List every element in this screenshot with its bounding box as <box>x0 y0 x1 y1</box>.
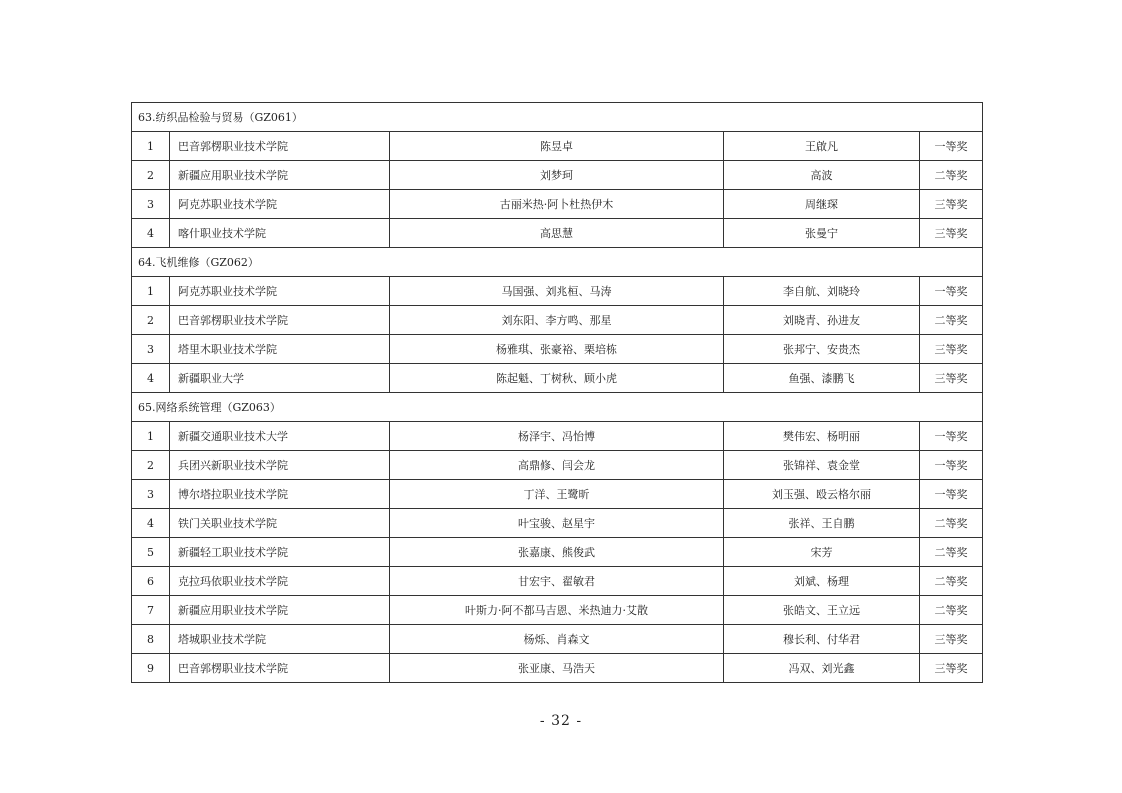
row-number: 1 <box>132 422 170 451</box>
student-names: 张嘉康、熊俊武 <box>390 538 724 567</box>
awards-table <box>131 102 983 683</box>
student-names: 杨雅琪、张豪裕、栗培栋 <box>390 335 724 364</box>
school-name: 塔里木职业技术学院 <box>170 335 390 364</box>
row-number: 2 <box>132 451 170 480</box>
section-header-row <box>132 393 983 422</box>
award-level: 一等奖 <box>920 132 983 161</box>
student-names: 叶宝骏、赵星宇 <box>390 509 724 538</box>
row-number: 5 <box>132 538 170 567</box>
table-row <box>132 306 983 335</box>
table-row <box>132 335 983 364</box>
award-level: 二等奖 <box>920 509 983 538</box>
table-row <box>132 567 983 596</box>
award-level: 二等奖 <box>920 596 983 625</box>
table-row <box>132 451 983 480</box>
award-level: 三等奖 <box>920 364 983 393</box>
school-name: 新疆职业大学 <box>170 364 390 393</box>
row-number: 3 <box>132 190 170 219</box>
school-name: 博尔塔拉职业技术学院 <box>170 480 390 509</box>
school-name: 新疆轻工职业技术学院 <box>170 538 390 567</box>
table-row <box>132 277 983 306</box>
award-level: 一等奖 <box>920 277 983 306</box>
table-row <box>132 190 983 219</box>
table-row <box>132 161 983 190</box>
row-number: 3 <box>132 335 170 364</box>
school-name: 巴音郭楞职业技术学院 <box>170 654 390 683</box>
student-names: 高思慧 <box>390 219 724 248</box>
teacher-names: 鱼强、漆鹏飞 <box>724 364 920 393</box>
page-number: - 32 - <box>539 713 583 729</box>
teacher-names: 宋芳 <box>724 538 920 567</box>
student-names: 杨泽宇、冯怡博 <box>390 422 724 451</box>
row-number: 9 <box>132 654 170 683</box>
award-level: 一等奖 <box>920 422 983 451</box>
table-row <box>132 596 983 625</box>
teacher-names: 刘玉强、殴云格尔丽 <box>724 480 920 509</box>
teacher-names: 张祥、王自鹏 <box>724 509 920 538</box>
teacher-names: 樊伟宏、杨明丽 <box>724 422 920 451</box>
row-number: 4 <box>132 509 170 538</box>
award-level: 二等奖 <box>920 567 983 596</box>
teacher-names: 冯双、刘光鑫 <box>724 654 920 683</box>
section-header-row <box>132 103 983 132</box>
teacher-names: 高波 <box>724 161 920 190</box>
section-header-row <box>132 248 983 277</box>
teacher-names: 刘晓青、孙进友 <box>724 306 920 335</box>
award-level: 三等奖 <box>920 654 983 683</box>
school-name: 塔城职业技术学院 <box>170 625 390 654</box>
section-title: 63.纺织品检验与贸易（GZ061） <box>132 103 983 132</box>
student-names: 张亚康、马浩天 <box>390 654 724 683</box>
award-level: 三等奖 <box>920 625 983 654</box>
row-number: 1 <box>132 277 170 306</box>
award-level: 一等奖 <box>920 451 983 480</box>
award-level: 二等奖 <box>920 538 983 567</box>
row-number: 3 <box>132 480 170 509</box>
award-level: 二等奖 <box>920 161 983 190</box>
section-title: 64.飞机维修（GZ062） <box>132 248 983 277</box>
student-names: 叶斯力·阿不都马吉恩、米热迪力·艾散 <box>390 596 724 625</box>
student-names: 陈昱卓 <box>390 132 724 161</box>
table-row <box>132 509 983 538</box>
teacher-names: 张邦宁、安贵杰 <box>724 335 920 364</box>
award-level: 一等奖 <box>920 480 983 509</box>
student-names: 古丽米热·阿卜杜热伊木 <box>390 190 724 219</box>
award-level: 三等奖 <box>920 335 983 364</box>
school-name: 喀什职业技术学院 <box>170 219 390 248</box>
teacher-names: 李自航、刘晓玲 <box>724 277 920 306</box>
teacher-names: 张曼宁 <box>724 219 920 248</box>
teacher-names: 穆长利、付华君 <box>724 625 920 654</box>
row-number: 6 <box>132 567 170 596</box>
table-row <box>132 654 983 683</box>
table-row <box>132 132 983 161</box>
award-level: 三等奖 <box>920 219 983 248</box>
student-names: 马国强、刘兆桓、马涛 <box>390 277 724 306</box>
row-number: 7 <box>132 596 170 625</box>
school-name: 新疆交通职业技术大学 <box>170 422 390 451</box>
teacher-names: 张皓文、王立远 <box>724 596 920 625</box>
teacher-names: 王啟凡 <box>724 132 920 161</box>
student-names: 刘东阳、李方鸣、那星 <box>390 306 724 335</box>
teacher-names: 张锦祥、袁金堂 <box>724 451 920 480</box>
school-name: 新疆应用职业技术学院 <box>170 596 390 625</box>
table-row <box>132 538 983 567</box>
row-number: 4 <box>132 364 170 393</box>
school-name: 铁门关职业技术学院 <box>170 509 390 538</box>
row-number: 2 <box>132 306 170 335</box>
student-names: 陈起魁、丁树秋、顾小虎 <box>390 364 724 393</box>
school-name: 新疆应用职业技术学院 <box>170 161 390 190</box>
table-row <box>132 422 983 451</box>
school-name: 阿克苏职业技术学院 <box>170 190 390 219</box>
school-name: 巴音郭楞职业技术学院 <box>170 306 390 335</box>
awards-table-body <box>132 103 983 683</box>
teacher-names: 刘斌、杨理 <box>724 567 920 596</box>
student-names: 刘梦珂 <box>390 161 724 190</box>
table-row <box>132 480 983 509</box>
school-name: 克拉玛依职业技术学院 <box>170 567 390 596</box>
student-names: 甘宏宇、翟敏君 <box>390 567 724 596</box>
student-names: 杨烁、肖森文 <box>390 625 724 654</box>
school-name: 兵团兴新职业技术学院 <box>170 451 390 480</box>
teacher-names: 周继琛 <box>724 190 920 219</box>
row-number: 8 <box>132 625 170 654</box>
table-row <box>132 219 983 248</box>
award-level: 二等奖 <box>920 306 983 335</box>
school-name: 阿克苏职业技术学院 <box>170 277 390 306</box>
award-level: 三等奖 <box>920 190 983 219</box>
school-name: 巴音郭楞职业技术学院 <box>170 132 390 161</box>
row-number: 2 <box>132 161 170 190</box>
section-title: 65.网络系统管理（GZ063） <box>132 393 983 422</box>
table-row <box>132 625 983 654</box>
row-number: 1 <box>132 132 170 161</box>
row-number: 4 <box>132 219 170 248</box>
student-names: 丁洋、王鹭昕 <box>390 480 724 509</box>
table-row <box>132 364 983 393</box>
student-names: 高鼎修、闫会龙 <box>390 451 724 480</box>
